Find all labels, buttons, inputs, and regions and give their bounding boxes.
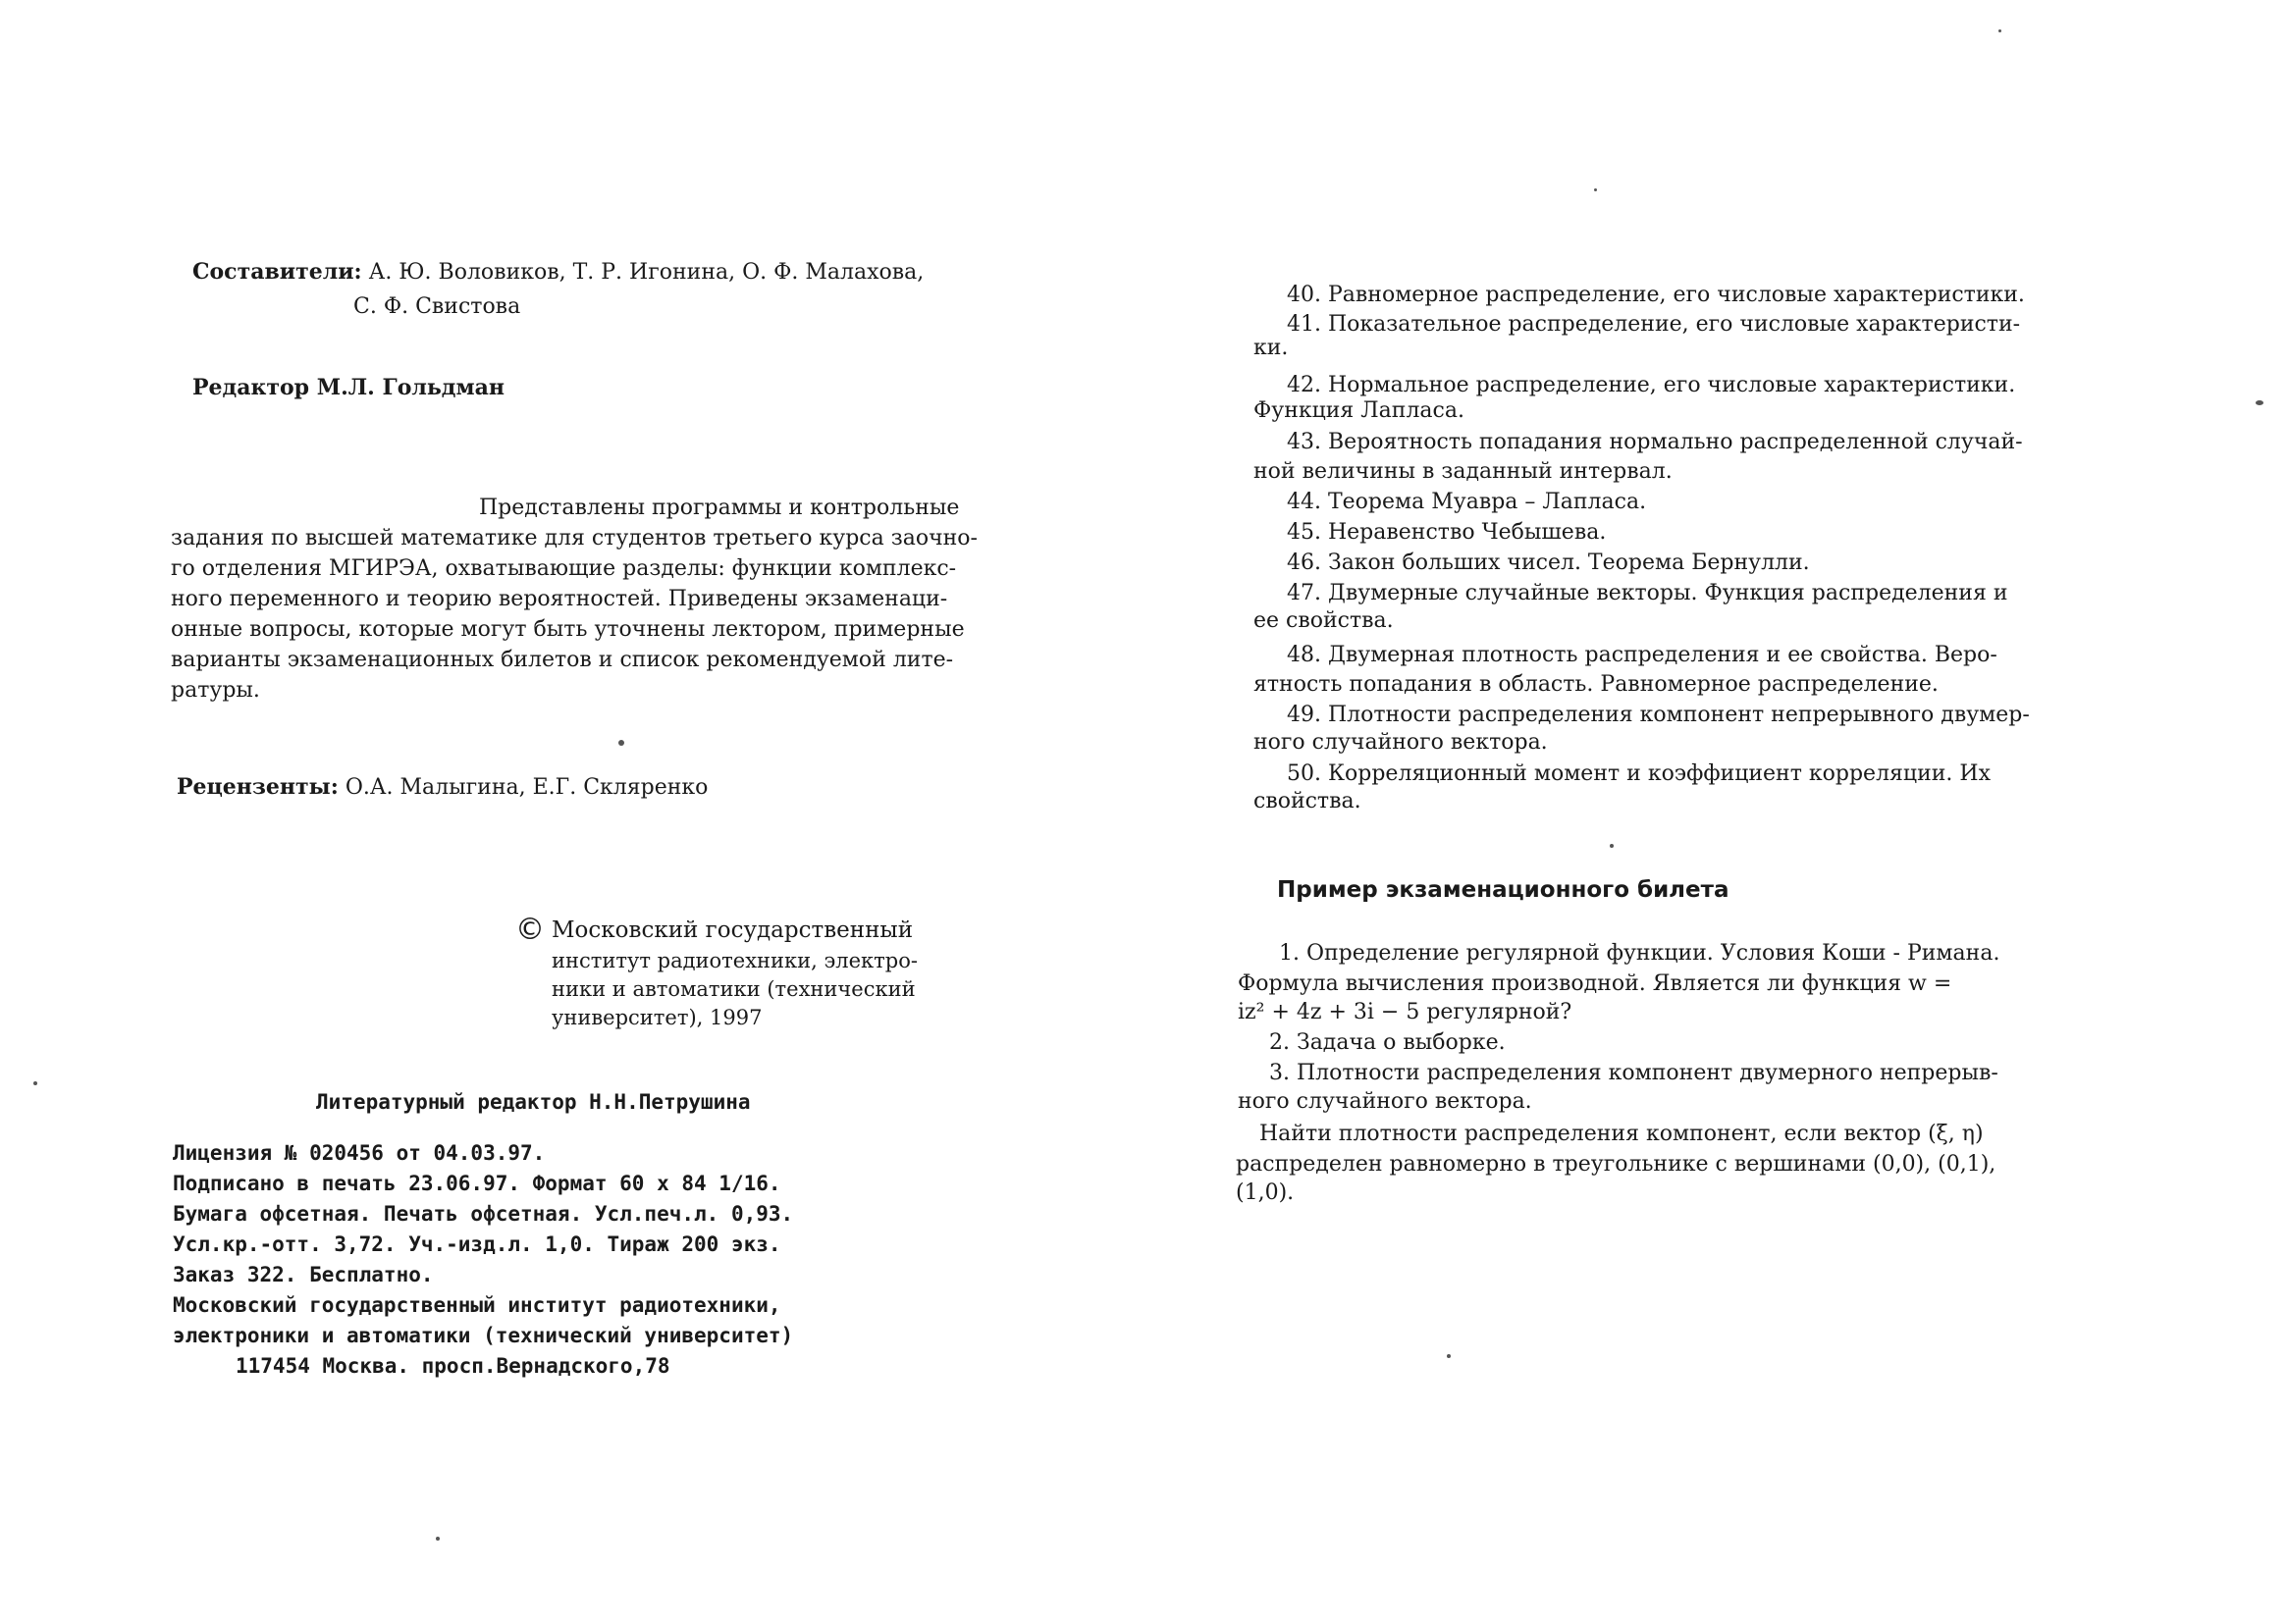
copyright-line: ники и автоматики (технический <box>552 977 916 1001</box>
ticket-heading: Пример экзаменационного билета <box>1277 877 1729 903</box>
annotation-line: го отделения МГИРЭА, охватывающие разделы: функции комплекс- <box>171 556 957 581</box>
annotation-line: Представлены программы и контрольные <box>479 496 960 520</box>
ticket-line: 2. Задача о выборке. <box>1269 1030 1506 1055</box>
annotation-line: варианты экзаменационных билетов и список рекомендуемой лите- <box>171 648 954 672</box>
imprint-line: Бумага офсетная. Печать офсетная. Усл.печ.л. 0,93. <box>173 1202 794 1226</box>
ticket-line: 3. Плотности распределения компонент двумерного непрерыв- <box>1269 1061 1998 1085</box>
compilers-names: А. Ю. Воловиков, Т. Р. Игонина, О. Ф. Малахова, <box>368 260 925 285</box>
annotation-line: ного переменного и теорию вероятностей. Приведены экзаменаци- <box>171 587 948 611</box>
editor-name: М.Л. Гольдман <box>316 375 505 400</box>
imprint-line: Усл.кр.-отт. 3,72. Уч.-изд.л. 1,0. Тираж 200 экз. <box>173 1232 781 1256</box>
copyright-line: университет), 1997 <box>552 1006 763 1029</box>
question-line: 44. Теорема Муавра – Лапласа. <box>1287 490 1647 514</box>
question-line: Функция Лапласа. <box>1253 398 1464 423</box>
question-line: ки. <box>1253 336 1289 360</box>
editor-label: Редактор <box>192 375 310 400</box>
question-line: 50. Корреляционный момент и коэффициент корреляции. Их <box>1287 761 1991 786</box>
scan-speck <box>2256 400 2263 405</box>
ticket-line: (1,0). <box>1236 1180 1295 1205</box>
question-line: 48. Двумерная плотность распределения и ее свойства. Веро- <box>1287 643 1997 667</box>
scan-speck <box>1610 844 1614 848</box>
copyright-line: институт радиотехники, электро- <box>552 949 918 972</box>
ticket-line: 1. Определение регулярной функции. Условия Коши - Римана. <box>1279 941 2000 966</box>
literary-editor: Литературный редактор Н.Н.Петрушина <box>316 1090 751 1114</box>
question-line: 47. Двумерные случайные векторы. Функция распределения и <box>1287 581 2008 605</box>
ticket-line: распределен равномерно в треугольнике с вершинами (0,0), (0,1), <box>1236 1152 1996 1177</box>
question-line: ного случайного вектора. <box>1253 730 1548 755</box>
question-line: ятность попадания в область. Равномерное распределение. <box>1253 672 1939 697</box>
editor-line <box>192 373 505 402</box>
scan-speck <box>1998 29 2001 32</box>
reviewers-label: Рецензенты: <box>177 774 339 800</box>
question-line: свойства. <box>1253 789 1361 813</box>
question-line: 45. Неравенство Чебышева. <box>1287 520 1607 545</box>
scan-speck <box>618 740 624 746</box>
ticket-line: Найти плотности распределения компонент, если вектор (ξ, η) <box>1259 1122 1984 1146</box>
question-line: 42. Нормальное распределение, его числовые характеристики. <box>1287 373 2016 397</box>
imprint-line: электроники и автоматики (технический университет) <box>173 1324 794 1347</box>
ticket-line: Формула вычисления производной. Является ли функция w = <box>1238 971 1952 996</box>
imprint-line: Лицензия № 020456 от 04.03.97. <box>173 1141 546 1165</box>
scan-speck <box>33 1081 37 1085</box>
question-line: 43. Вероятность попадания нормально распределенной случай- <box>1287 430 2023 454</box>
scan-speck <box>1447 1354 1451 1358</box>
imprint-line: Подписано в печать 23.06.97. Формат 60 х 84 1/16. <box>173 1172 781 1195</box>
compilers-line <box>192 257 924 288</box>
question-line: ее свойства. <box>1253 608 1394 633</box>
reviewers-line <box>177 772 708 803</box>
question-line: 49. Плотности распределения компонент непрерывного двумер- <box>1287 703 2030 727</box>
question-line: 46. Закон больших чисел. Теорема Бернулли. <box>1287 550 1810 575</box>
question-line: 41. Показательное распределение, его числовые характеристи- <box>1287 312 2021 337</box>
scan-speck <box>1594 188 1597 191</box>
imprint-line: Заказ 322. Бесплатно. <box>173 1263 434 1286</box>
scan-speck <box>436 1537 440 1541</box>
annotation-line: онные вопросы, которые могут быть уточнены лектором, примерные <box>171 617 965 642</box>
ticket-line: iz² + 4z + 3i − 5 регулярной? <box>1238 1000 1572 1024</box>
compilers-names-line2: С. Ф. Свистова <box>353 294 521 319</box>
annotation-line: ратуры. <box>171 678 260 703</box>
copyright-line: Московский государственный <box>552 917 914 943</box>
imprint-line: Московский государственный институт радиотехники, <box>173 1293 781 1317</box>
annotation-line: задания по высшей математике для студентов третьего курса заочно- <box>171 526 978 550</box>
copyright-icon: © <box>515 913 545 947</box>
compilers-label: Составители: <box>192 259 362 285</box>
question-line: ной величины в заданный интервал. <box>1253 459 1673 484</box>
right-page <box>1144 0 2287 1624</box>
question-line: 40. Равномерное распределение, его числовые характеристики. <box>1287 283 2025 307</box>
reviewers-names: О.А. Малыгина, Е.Г. Скляренко <box>345 775 709 800</box>
ticket-line: ного случайного вектора. <box>1238 1089 1532 1114</box>
imprint-line: 117454 Москва. просп.Вернадского,78 <box>236 1354 670 1378</box>
